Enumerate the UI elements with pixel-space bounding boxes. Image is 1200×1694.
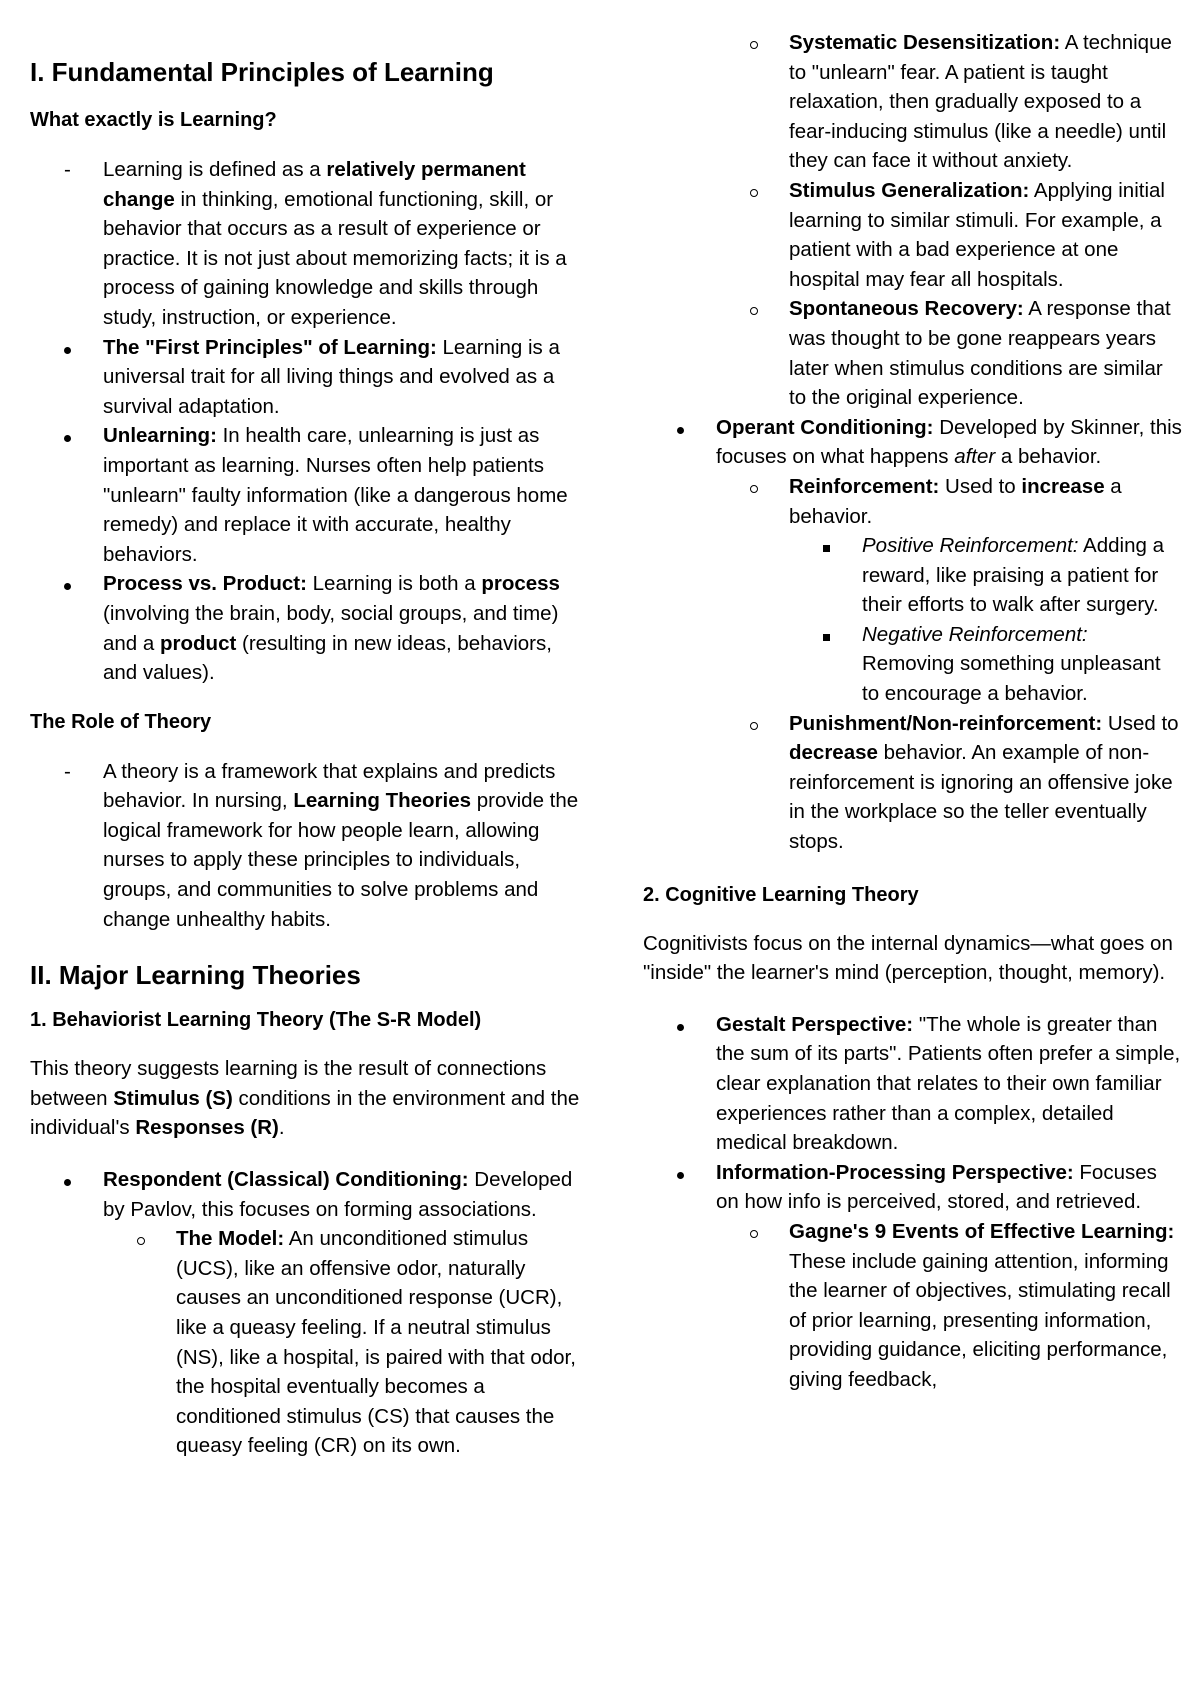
- section-heading-major-theories: II. Major Learning Theories: [30, 960, 361, 991]
- cognitive-intro: Cognitivists focus on the internal dynamics—what goes on "inside" the learner's mind (perception, thought, memory).: [643, 931, 1173, 985]
- square-bullet-icon: [823, 634, 830, 641]
- circle-bullet-icon: [750, 41, 758, 49]
- cognitive-list: [643, 1010, 1183, 1395]
- list-item-theory: - A theory is a framework that explains and predicts behavior. In nursing, Learning Theories provide the logical framework for how people learn, allowing nurses to apply these principles to individuals, groups, and communities to solve problems and change unhealthy habits.: [30, 757, 580, 935]
- list-item-first-principles: The "First Principles" of Learning: Learning is a universal trait for all living things and evolved as a survival adaptation.: [30, 333, 580, 422]
- list-item-information-processing: Information-Processing Perspective: Focuses on how info is perceived, stored, and retrieved.: [643, 1158, 1183, 1217]
- learning-list: [30, 155, 580, 688]
- right-column: [643, 0, 1183, 1395]
- list-item-generalization: Stimulus Generalization: Applying initial learning to similar stimuli. For example, a patient with a bad experience at one hospital may fear all hospitals.: [643, 176, 1183, 294]
- circle-bullet-icon: [750, 1230, 758, 1238]
- bullet-icon: [677, 1024, 684, 1031]
- list-item-process-product: Process vs. Product: Learning is both a process (involving the brain, body, social groups, and time) and a product (resulting in new ideas, behaviors, and values).: [30, 569, 580, 687]
- circle-bullet-icon: [750, 722, 758, 730]
- list-item-model: The Model: An unconditioned stimulus (UCS), like an offensive odor, naturally causes an unconditioned response (UCR), like a queasy feeling. If a neutral stimulus (NS), like a hospital, is paired with that odor, the hospital eventually becomes a conditioned stimulus (CS) that causes the queasy feeling (CR) on its own.: [30, 1224, 580, 1461]
- bullet-icon: [677, 427, 684, 434]
- bullet-icon: [64, 583, 71, 590]
- list-item-spontaneous-recovery: Spontaneous Recovery: A response that was thought to be gone reappears years later when stimulus conditions are similar to the original experience.: [643, 294, 1183, 412]
- subheading-cognitive: 2. Cognitive Learning Theory: [643, 883, 919, 906]
- circle-bullet-icon: [137, 1237, 145, 1245]
- list-item-unlearning: Unlearning: In health care, unlearning is just as important as learning. Nurses often help patients "unlearn" faulty information (like a dangerous home remedy) and replace it with accurate, healthy behaviors.: [30, 421, 580, 569]
- subheading-behaviorist: 1. Behaviorist Learning Theory (The S-R Model): [30, 1009, 482, 1032]
- bullet-icon: [64, 1179, 71, 1186]
- section-heading-fundamentals: I. Fundamental Principles of Learning: [30, 57, 494, 87]
- subheading-what-is-learning: What exactly is Learning?: [30, 109, 277, 131]
- square-bullet-icon: [823, 545, 830, 552]
- list-item-punishment: Punishment/Non-reinforcement: Used to decrease behavior. An example of non-reinforcement is ignoring an offensive joke in the workplace so the teller eventually stops.: [643, 709, 1183, 857]
- list-item-negative-reinforcement: Negative Reinforcement: Removing something unpleasant to encourage a behavior.: [643, 620, 1183, 709]
- bullet-icon: [64, 435, 71, 442]
- list-item-operant: Operant Conditioning: Developed by Skinner, this focuses on what happens after a behavior.: [643, 413, 1183, 472]
- dash-marker: -: [64, 158, 71, 181]
- list-item-respondent: Respondent (Classical) Conditioning: Developed by Pavlov, this focuses on forming associations.: [30, 1165, 580, 1224]
- left-column: [30, 0, 580, 1461]
- behaviorist-intro: This theory suggests learning is the result of connections between Stimulus (S) conditions in the environment and the individual's Responses (R).: [30, 1057, 580, 1140]
- conditioning-list: [643, 28, 1183, 857]
- behaviorist-list: [30, 1165, 580, 1461]
- bullet-icon: [677, 1172, 684, 1179]
- list-item-gagne: Gagne's 9 Events of Effective Learning: These include gaining attention, informing the learner of objectives, stimulating recall of prior learning, presenting information, providing guidance, eliciting performance, giving feedback,: [643, 1217, 1183, 1395]
- list-item-definition: - Learning is defined as a relatively permanent change in thinking, emotional functioning, skill, or behavior that occurs as a result of experience or practice. It is not just about memorizing facts; it is a process of gaining knowledge and skills through study, instruction, or experience.: [30, 155, 580, 333]
- circle-bullet-icon: [750, 485, 758, 493]
- dash-marker: -: [64, 759, 71, 783]
- list-item-positive-reinforcement: Positive Reinforcement: Adding a reward, like praising a patient for their efforts to walk after surgery.: [643, 531, 1183, 620]
- circle-bullet-icon: [750, 307, 758, 315]
- list-item-gestalt: Gestalt Perspective: "The whole is greater than the sum of its parts". Patients often prefer a simple, clear explanation that relates to their own familiar experiences rather than a complex, detailed medical breakdown.: [643, 1010, 1183, 1158]
- circle-bullet-icon: [750, 189, 758, 197]
- theory-list: [30, 757, 580, 935]
- list-item-desensitization: Systematic Desensitization: A technique to "unlearn" fear. A patient is taught relaxation, then gradually exposed to a fear-inducing stimulus (like a needle) until they can face it without anxiety.: [643, 28, 1183, 176]
- bullet-icon: [64, 347, 71, 354]
- subheading-role-of-theory: The Role of Theory: [30, 710, 212, 733]
- list-item-reinforcement: Reinforcement: Used to increase a behavior.: [643, 472, 1183, 531]
